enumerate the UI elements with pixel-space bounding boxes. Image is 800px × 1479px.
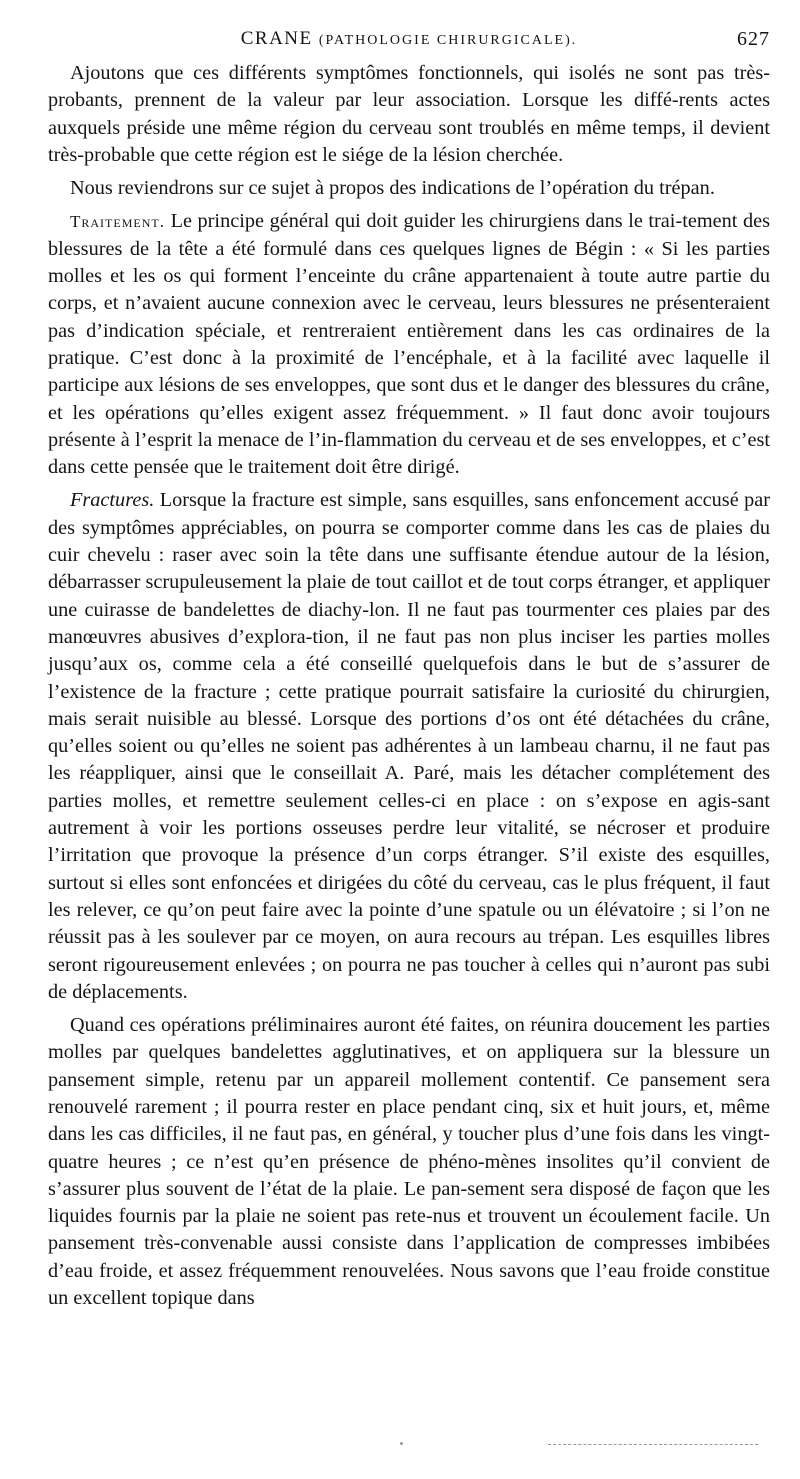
- paragraph-symptoms: Ajoutons que ces différents symptômes fonctionnels, qui isolés ne sont pas très-probants, prennent de la valeur par leur association. Lorsque les diffé-rents actes auxquels préside une même région du cerveau sont troublés en même temps, il devient très-probable que cette région est le siége de la lésion cherchée.: [48, 62, 770, 166]
- paragraph-treatment: [48, 208, 770, 481]
- paragraph-fractures: [48, 487, 770, 1006]
- page-number: 627: [737, 28, 770, 50]
- treatment-text: Le principe général qui doit guider les chirurgiens dans le trai-tement des blessures de la tête a été formulé dans ces quelques lignes de Bégin : « Si les parties molles et les os qui forment l’enceinte du crâne appartenaient à toute autre partie du corps, et n’avaient aucune connexion avec le cerveau, leurs blessures ne présenteraient pas d’indication spéciale, et rentreraient entièrement dans les cas ordinaires de la pratique. C’est donc à la proximité de l’encéphale, et à la facilité avec laquelle il participe aux lésions de ses enveloppes, que sont dus et le danger des blessures du crâne, et les opérations qu’elles exigent assez fréquemment. » Il faut donc avoir toujours présente à l’esprit la menace de l’in-flammation du cerveau et de ses enveloppes, et c’est dans cette pensée que le traitement doit être dirigé.: [48, 210, 771, 479]
- running-title-main: CRANE: [240, 28, 313, 49]
- footer-rule: [548, 1444, 758, 1445]
- fractures-heading: Fractures.: [70, 489, 155, 512]
- paragraph-dressing: Quand ces opérations préliminaires auront été faites, on réunira doucement les parties molles par quelques bandelettes agglutinatives, et on appliquera sur la blessure un pansement simple, retenu par un appareil mollement contentif. Ce pansement sera renouvelé rarement ; il pourra rester en place pendant cinq, six et huit jours, et, même dans les cas difficiles, il ne faut pas, en général, y toucher plus d’une fois dans les vingt-quatre heures ; ce n’est qu’en présence de phéno-mènes insolites qu’il convient de s’assurer plus souvent de l’état de la plaie. Le pan-sement sera disposé de façon que les liquides fournis par la plaie ne soient pas rete-nus et trouvent un écoulement facile. Un pansement très-convenable aussi consiste dans l’application de compresses imbibées d’eau froide, et assez fréquemment renouvelées. Nous savons que l’eau froide constitue un excellent topique dans: [48, 1014, 770, 1310]
- treatment-heading: Traitement.: [70, 212, 165, 232]
- paragraph-trepan-reference: Nous reviendrons sur ce sujet à propos des indications de l’opération du trépan.: [70, 177, 715, 200]
- body-text: [48, 60, 770, 1318]
- fractures-text: Lorsque la fracture est simple, sans esquilles, sans enfoncement accusé par des symptômes appréciables, on pourra se comporter comme dans les cas de plaies du cuir chevelu : raser avec soin la tête dans une suffisante étendue autour de la lésion, débarrasser scrupuleusement la plaie de tout caillot et de tout corps étranger, et appliquer une cuirasse de bandelettes de diachy-lon. Il ne faut pas tourmenter ces plaies par des manœuvres abusives d’explora-tion, il ne faut pas non plus inciser les parties molles jusqu’aux os, comme cela a été conseillé quelquefois dans le but de s’assurer de l’existence de la fracture ; cette pratique pourrait satisfaire la curiosité du chirurgien, mais serait nuisible au blessé. Lorsque des portions d’os ont été détachées du crâne, qu’elles soient ou qu’elles ne soient pas adhérentes à un lambeau charnu, il ne faut pas les réappliquer, ainsi que le conseillait A. Paré, mais les détacher complétement des parties molles, et remettre seulement celles-ci en place : on s’expose en agis-sant autrement à voir les portions osseuses perdre leur vitalité, se nécroser et produire l’irritation que provoque la présence d’un corps étranger. S’il existe des esquilles, surtout si elles sont enfoncées et dirigées du côté du cerveau, cas le plus fréquent, il faut les relever, ce qu’on peut faire avec la pointe d’une spatule ou un élévatoire ; si l’on ne réussit pas à les soulever par ce moyen, on aura recours au trépan. Les esquilles libres seront rigoureusement enlevées ; on pourra ne pas toucher à celles qui n’auront pas subi de déplacements.: [48, 489, 770, 1003]
- running-title-sub: (PATHOLOGIE CHIRURGICALE).: [318, 33, 578, 48]
- footer-mark: [400, 1442, 403, 1445]
- running-title: [48, 28, 770, 50]
- running-head: [48, 28, 770, 56]
